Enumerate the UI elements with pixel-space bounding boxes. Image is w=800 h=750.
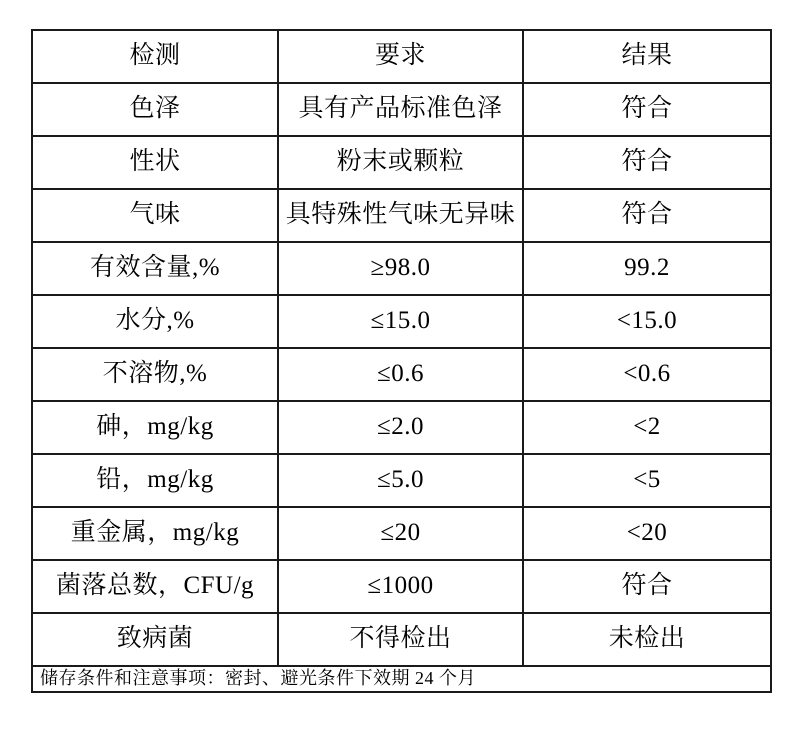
cell-item: 色泽 (32, 83, 278, 136)
table-row (32, 401, 771, 454)
cell-item: 砷，mg/kg (32, 401, 278, 454)
table-row (32, 189, 771, 242)
cell-result: <20 (523, 507, 771, 560)
cell-requirement: 具特殊性气味无异味 (278, 189, 523, 242)
cell-requirement: ≤5.0 (278, 454, 523, 507)
cell-result: <0.6 (523, 348, 771, 401)
table-row (32, 507, 771, 560)
cell-result: 符合 (523, 189, 771, 242)
header-cell-test: 检测 (32, 30, 278, 83)
table-header-row (32, 30, 771, 83)
table-footer-row (32, 666, 771, 692)
table-row (32, 454, 771, 507)
cell-requirement: ≤2.0 (278, 401, 523, 454)
cell-item: 菌落总数，CFU/g (32, 560, 278, 613)
cell-item: 气味 (32, 189, 278, 242)
cell-requirement: ≤20 (278, 507, 523, 560)
cell-requirement: ≤15.0 (278, 295, 523, 348)
header-cell-requirement: 要求 (278, 30, 523, 83)
footer-note: 储存条件和注意事项：密封、避光条件下效期 24 个月 (32, 666, 771, 692)
cell-requirement: 不得检出 (278, 613, 523, 666)
header-cell-result: 结果 (523, 30, 771, 83)
table-row (32, 83, 771, 136)
cell-item: 铅，mg/kg (32, 454, 278, 507)
cell-item: 不溶物,% (32, 348, 278, 401)
cell-requirement: ≤1000 (278, 560, 523, 613)
cell-requirement: ≥98.0 (278, 242, 523, 295)
cell-item: 性状 (32, 136, 278, 189)
cell-result: 未检出 (523, 613, 771, 666)
table-row (32, 295, 771, 348)
cell-result: 99.2 (523, 242, 771, 295)
cell-requirement: ≤0.6 (278, 348, 523, 401)
cell-result: <5 (523, 454, 771, 507)
cell-requirement: 具有产品标准色泽 (278, 83, 523, 136)
cell-result: 符合 (523, 560, 771, 613)
cell-requirement: 粉末或颗粒 (278, 136, 523, 189)
cell-item: 有效含量,% (32, 242, 278, 295)
inspection-table (31, 29, 772, 693)
cell-item: 水分,% (32, 295, 278, 348)
table-row (32, 136, 771, 189)
table-row (32, 242, 771, 295)
cell-result: <2 (523, 401, 771, 454)
cell-result: <15.0 (523, 295, 771, 348)
table-row (32, 613, 771, 666)
cell-item: 重金属，mg/kg (32, 507, 278, 560)
cell-result: 符合 (523, 83, 771, 136)
table-row (32, 348, 771, 401)
cell-result: 符合 (523, 136, 771, 189)
table-row (32, 560, 771, 613)
cell-item: 致病菌 (32, 613, 278, 666)
